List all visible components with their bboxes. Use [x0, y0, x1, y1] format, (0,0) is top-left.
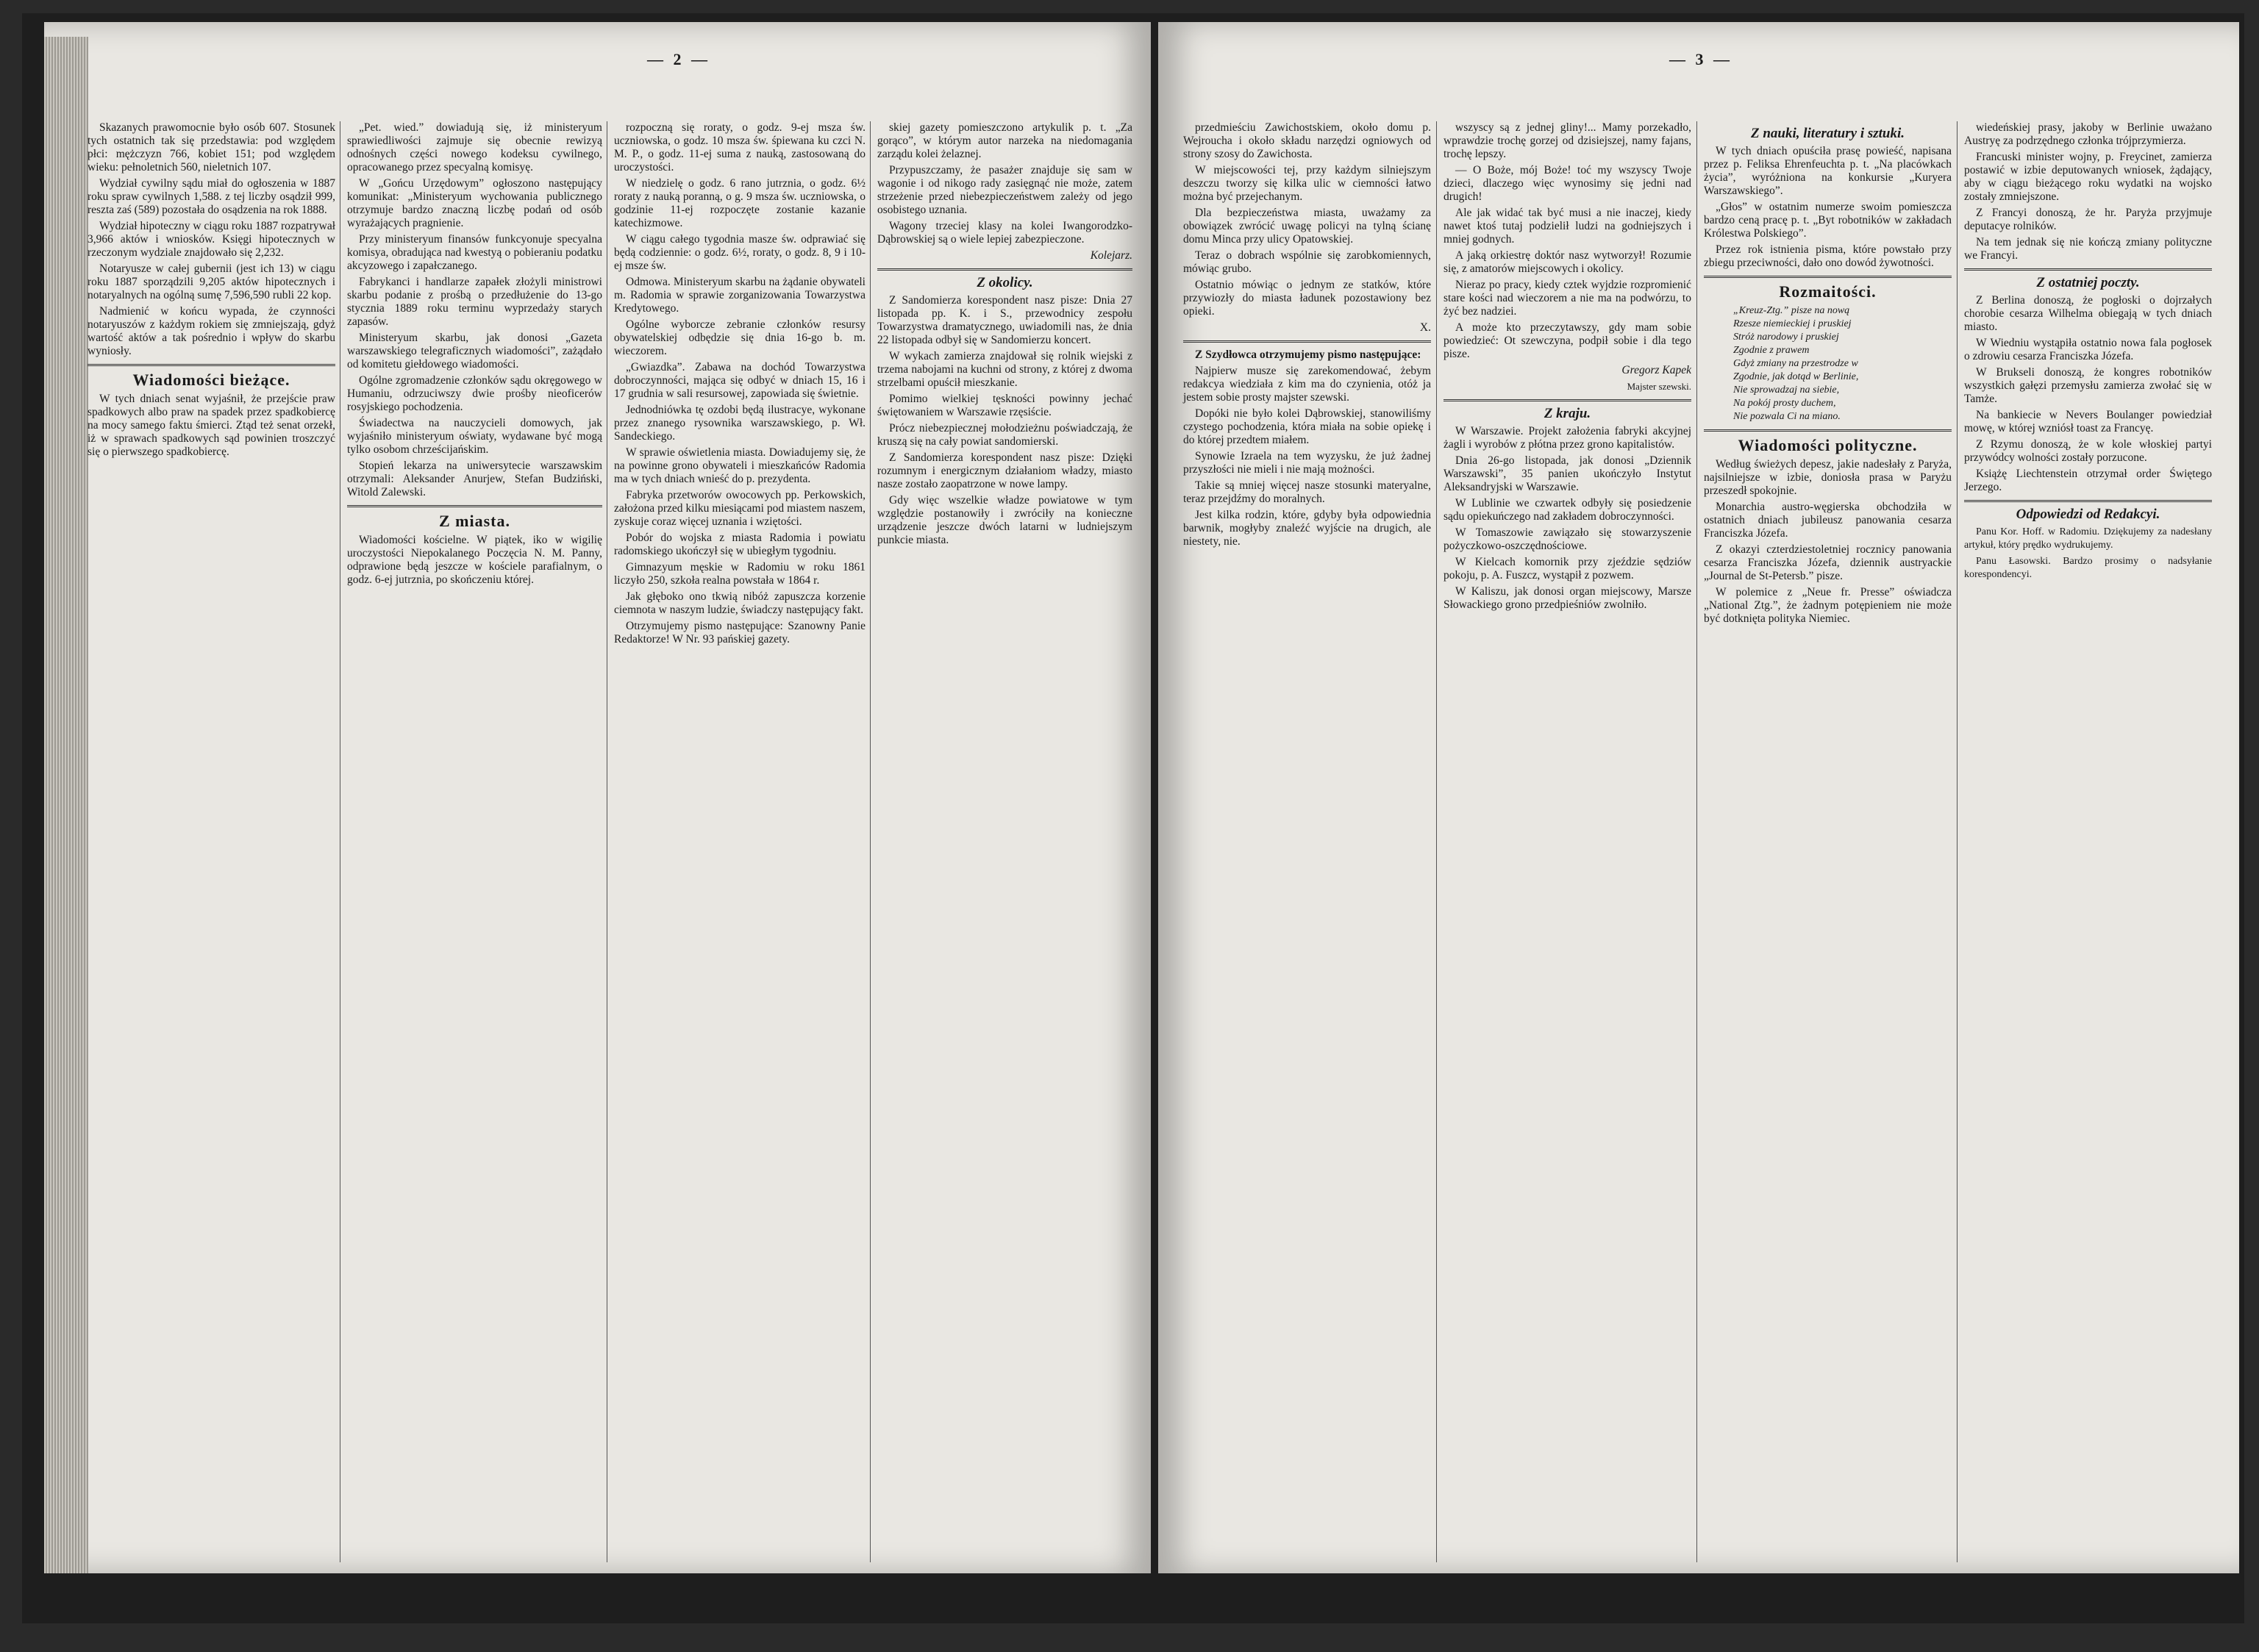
paragraph: skiej gazety pomieszczono artykulik p. t. „Za gorąco”, w którym autor narzeka na niedomagania zarządu kolei żelaznej.: [877, 121, 1132, 160]
verse-line: Nie sprowadzaj na siebie,: [1733, 385, 1840, 396]
paragraph: Notaryusze w całej gubernii (jest ich 13) w ciągu roku 1887 sporządzili 9,205 aktów hipotecznych i notaryalnych na ogólną sumę 7,596,590 rubli 22 kop.: [88, 262, 335, 301]
paragraph: Z Sandomierza korespondent nasz pisze: Dzięki rozumnym i energicznym działaniom władzy, miasto nasze zostało zaopatrzone w nowe lampy.: [877, 451, 1132, 490]
column-rule: [1696, 121, 1697, 1562]
verse-line: Gdyż zmiany na przestrodze w: [1733, 358, 1858, 369]
section-heading: Z miasta.: [439, 512, 510, 530]
paragraph: Przy ministeryum finansów funkcyonuje specyalna komisya, obradująca nad kwestyą o pobieraniu podatku akcyzowego i zapałczanego.: [347, 233, 602, 272]
paragraph: przedmieściu Zawichostskiem, około domu p. Wejroucha i około składu narzędzi ogniowych od strony szosy do Zawichosta.: [1183, 121, 1431, 160]
paragraph: Fabrykanci i handlarze zapałek złożyli ministrowi skarbu podanie z prośbą o przedłużenie do 13-go stycznia 1889 roku terminu wyprzedaży starych zapasów.: [347, 276, 602, 328]
paragraph: Przypuszczamy, że pasażer znajduje się sam w wagonie i od nikogo rady zasięgnąć nie może, zatem strzeżenie przed niebezpieczeństwem zależy od jego osobistego uznania.: [877, 164, 1132, 216]
column-rule: [1957, 121, 1958, 1562]
paragraph: Najpierw musze się zarekomendować, żebym redakcya wiedziała z kim ma do czynienia, otóż ja jestem sobie prosty majster szewski.: [1183, 365, 1431, 404]
section-divider: [1704, 429, 1952, 432]
paragraph: W Wiedniu wystąpiła ostatnio nowa fala pogłosek o zdrowiu cesarza Franciszka Józefa.: [1964, 337, 2212, 362]
verse-line: Zgodnie z prawem: [1733, 345, 1810, 356]
column-rule: [1436, 121, 1437, 1562]
paragraph: Na tem jednak się nie kończą zmiany polityczne we Francyi.: [1964, 236, 2212, 262]
paragraph: Skazanych prawomocnie było osób 607. Stosunek tych ostatnich tak się przedstawia: pod względem płci: mężczyzn 766, kobiet 151; pod względem wieku: pełnoletnich 560, nieletnich 107.: [88, 121, 335, 174]
paragraph: Ogólne zgromadzenie członków sądu okręgowego w Humaniu, odrzuciwszy dwie prośby nieoficerów rosyjskiego pochodzenia.: [347, 374, 602, 413]
paragraph: Z Francyi donoszą, że hr. Paryża przyjmuje deputacye rolników.: [1964, 207, 2212, 232]
paragraph: Ogólne wyborcze zebranie członków resursy obywatelskiej odbędzie się dnia 16-go b. m. wieczorem.: [614, 318, 866, 357]
paragraph: Monarchia austro-węgierska obchodziła w ostatnich dniach jubileusz panowania cesarza Franciszka Józefa.: [1704, 501, 1952, 540]
paragraph: W tych dniach senat wyjaśnił, że przejście praw spadkowych albo praw na spadek przez spadkobiercę na mocy samego faktu śmierci. Ztąd też senat orzekł, iż w sprawach spadkowych sąd powinien troszczyć się o pierwszego spadkobiercę.: [88, 393, 335, 458]
paragraph: Świadectwa na nauczycieli domowych, jak wyjaśniło ministeryum oświaty, wydawane być mogą tylko osobom chrześcijańskim.: [347, 417, 602, 456]
paragraph: Na bankiecie w Nevers Boulanger powiedział mowę, w której wzniósł toast za Francyę.: [1964, 409, 2212, 435]
paragraph: wszyscy są z jednej gliny!... Mamy porzekadło, wprawdzie trochę gorzej od dzisiejszej, namy fajans, trochę lepszy.: [1443, 121, 1691, 160]
right-column-1: [1180, 121, 1434, 1562]
verse-line: Na pokój prosty duchem,: [1733, 398, 1836, 409]
paragraph: A może kto przeczytawszy, gdy mam sobie powiedzieć: Ot szewczyna, podpił sobie i dla tego pisze.: [1443, 321, 1691, 360]
verse-line: Stróż narodowy i pruskiej: [1733, 332, 1839, 343]
signature: X.: [1419, 321, 1431, 334]
paragraph: wiedeńskiej prasy, jakoby w Berlinie uważano Austryę za podrzędnego członka trójprzymierza.: [1964, 121, 2212, 147]
section-heading: Odpowiedzi od Redakcyi.: [2016, 507, 2160, 522]
paragraph: Pomimo wielkiej tęskności powinny jechać świętowaniem w Warszawie rzęsiście.: [877, 393, 1132, 418]
left-column-2: [344, 121, 605, 1562]
page-number-left: — 2 —: [647, 50, 710, 68]
section-divider: [1183, 340, 1431, 343]
paragraph: W „Gońcu Urzędowym” ogłoszono następujący komunikat: „Ministeryum wychowania publicznego otrzymuje bardzo znaczną liczbę podań od osób wyrażających pragnienie.: [347, 177, 602, 229]
section-heading: Rozmaitości.: [1779, 282, 1877, 301]
paragraph: W tych dniach opuściła prasę powieść, napisana przez p. Feliksa Ehrenfeuchta p. t. „Na placówkach życia”, wyróżniona na konkursie „Kuryera Warszawskiego”.: [1704, 145, 1952, 197]
paragraph: „Głos” w ostatnim numerze swoim pomieszcza bardzo ceną pracę p. t. „Byt robotników w zakładach Królestwa Polskiego”.: [1704, 201, 1952, 240]
paragraph: W Lublinie we czwartek odbyły się posiedzenie sądu opiekuńczego nad zakładem dobroczynności.: [1443, 497, 1691, 523]
column-rule: [870, 121, 871, 1562]
section-divider: [347, 505, 602, 507]
paragraph: Otrzymujemy pismo następujące: Szanowny Panie Redaktorze! W Nr. 93 pańskiej gazety.: [614, 620, 866, 646]
left-column-3: [611, 121, 868, 1562]
paragraph: Dla bezpieczeństwa miasta, uważamy za obowiązek zwrócić uwagę policyi na tylną ścianę domu Minca przy ulicy Opatowskiej.: [1183, 207, 1431, 246]
paragraph: Gimnazyum męskie w Radomiu w roku 1861 liczyło 250, szkoła realna powstała w 1864 r.: [614, 561, 866, 587]
section-divider: [877, 268, 1132, 271]
paragraph: Z Sandomierza korespondent nasz pisze: Dnia 27 listopada pp. K. i S., przewodnicy zespołu Towarzystwa dramatycznego, uwiadomili nas, że dnia 22 listopada odbył się w Sandomierzu koncert.: [877, 294, 1132, 346]
paragraph: Jak głęboko ono tkwią nibóż zapuszcza korzenie ciemnota w naszym ludzie, świadczy następujący fakt.: [614, 590, 866, 616]
paragraph: W Kielcach komornik przy zjeździe sędziów pokoju, p. A. Fuszcz, wystąpił z pozwem.: [1443, 556, 1691, 582]
paragraph: „Pet. wied.” dowiadują się, iż ministeryum sprawiedliwości zajmuje się obecnie rewizyą odnośnych części nowego kodeksu cywilnego, opracowanego przez specyalną komisyę.: [347, 121, 602, 174]
paragraph: W niedzielę o godz. 6 rano jutrznia, o godz. 6½ roraty z nauką poranną, o g. 9 msza św. uczniowska, o godzinie 11-ej rozpoczęte zostanie kazanie katechizmowe.: [614, 177, 866, 229]
paragraph: Pobór do wojska z miasta Radomia i powiatu radomskiego ukończył się w ubiegłym tygodniu.: [614, 532, 866, 557]
paragraph: W Tomaszowie zawiązało się stowarzyszenie pożyczkowo-oszczędnościowe.: [1443, 526, 1691, 552]
paragraph: Wiadomości kościelne. W piątek, iko w wigilię uroczystości Niepokalanego Poczęcia N. M. Panny, odprawione będą jeszcze w kościele parafialnym, o godz. 6-ej jutrznia, po skończeniu której.: [347, 534, 602, 586]
verse-line: Nie pozwala Ci na miano.: [1733, 411, 1841, 422]
paragraph: Synowie Izraela na tem wyzysku, że już żadnej przyszłości nie mieli i nie mają możności.: [1183, 450, 1431, 476]
page-edge: [44, 37, 88, 1573]
paragraph: „Gwiazdka”. Zabawa na dochód Towarzystwa dobroczynności, mająca się odbyć w dniach 15, 16 i 17 grudnia w sali resursowej, zapowiada się świetnie.: [614, 361, 866, 400]
paragraph: Jednodniówka tę ozdobi będą ilustracye, wykonane przez znanego rysownika warszawskiego, p. Wł. Sandeckiego.: [614, 404, 866, 443]
paragraph: Książę Liechtenstein otrzymał order Świętego Jerzego.: [1964, 468, 2212, 493]
section-heading: Wiadomości polityczne.: [1738, 436, 1918, 454]
left-page: [44, 22, 1151, 1573]
section-divider: [1964, 268, 2212, 271]
paragraph: Z Berlina donoszą, że pogłoski o dojrzałych chorobie cesarza Wilhelma obiegają w tych dniach miasto.: [1964, 294, 2212, 333]
right-column-4: [1961, 121, 2215, 1562]
paragraph: Z okazyi czterdziestoletniej rocznicy panowania cesarza Franciszka Józefa, dziennik austryackie „Journal de St-Petersb.” pisze.: [1704, 543, 1952, 582]
paragraph: Panu Kor. Hoff. w Radomiu. Dziękujemy za nadesłany artykuł, który prędko wydrukujemy.: [1964, 526, 2212, 551]
section-heading: Wiadomości bieżące.: [132, 371, 290, 389]
left-column-1: [85, 121, 338, 1562]
paragraph: Wydział cywilny sądu miał do ogłoszenia w 1887 roku spraw cywilnych 1,588. z tej liczby osądził 999, reszta zaś (589) pozostała do osądzenia na rok 1888.: [88, 177, 335, 216]
right-column-2: [1441, 121, 1694, 1562]
paragraph: Odmowa. Ministeryum skarbu na żądanie obywateli m. Radomia w sprawie zorganizowania Towarzystwa Kredytowego.: [614, 276, 866, 315]
paragraph: W miejscowości tej, przy każdym silniejszym deszczu tworzy się kilka ulic w ciemności łatwo można być przejechanym.: [1183, 164, 1431, 203]
paragraph: Wagony trzeciej klasy na kolei Iwangorodzko-Dąbrowskiej są o wiele lepiej zabezpieczone.: [877, 220, 1132, 246]
page-number-right: — 3 —: [1669, 50, 1732, 68]
paragraph: rozpoczną się roraty, o godz. 9-ej msza św. uczniowska, o godz. 10 msza św. śpiewana ku czci N. M. P., o godz. 11-ej suma z nauką, zastosowaną do uroczystości.: [614, 121, 866, 174]
paragraph: A jaką orkiestrę doktór nasz wytworzył! Rozumie się, z amatorów miejscowych i okolicy.: [1443, 249, 1691, 275]
section-heading: Z nauki, literatury i sztuki.: [1750, 126, 1905, 141]
paragraph: Dopóki nie było kolei Dąbrowskiej, stanowiliśmy czystego pochodzenia, która miała na sobie opiekę i do której przedtem miałem.: [1183, 407, 1431, 446]
paragraph: Z Szydłowca otrzymujemy pismo następujące:: [1195, 348, 1421, 361]
paragraph: W polemice z „Neue fr. Presse” oświadcza „National Ztg.”, że żadnym potępieniem nie może być dotknięta polityka Niemiec.: [1704, 586, 1952, 625]
signature: Gregorz Kapek: [1621, 364, 1691, 376]
section-heading: Z kraju.: [1544, 406, 1591, 421]
paragraph: Przez rok istnienia pisma, które powstało przy zbiegu przeciwności, dało ono dowód żywotności.: [1704, 243, 1952, 269]
paragraph: W Kaliszu, jak donosi organ miejscowy, Marsze Słowackiego grono przedpieśniów zwolniło.: [1443, 585, 1691, 611]
verse-line: Rzesze niemieckiej i pruskiej: [1733, 318, 1852, 329]
paragraph: Dnia 26-go listopada, jak donosi „Dziennik Warszawski”, 35 panien ukończyło Instytut Aleksandryjski w Warszawie.: [1443, 454, 1691, 493]
paragraph: Nieraz po pracy, kiedy cztek wyjdzie rozpromienić stare kości nad wieczorem a nie ma na podwórzu, to żyć bez nadziei.: [1443, 279, 1691, 318]
paragraph: Jest kilka rodzin, które, gdyby była odpowiednia barwnik, mogłyby znaleźć wyjście na drugich, ale niestety, nie.: [1183, 509, 1431, 548]
paragraph: Francuski minister wojny, p. Freycinet, zamierza postawić w izbie deputowanych wniosek, żądający, aby w ciągu bieżącego roku wydatki na wojsko zostały zmniejszone.: [1964, 151, 2212, 203]
right-page: [1158, 22, 2239, 1573]
paragraph: — O Boże, mój Boże! toć my wszyscy Twoje dzieci, dlaczego więc wynosimy się jedni nad drugich!: [1443, 164, 1691, 203]
paragraph: Panu Łasowski. Bardzo prosimy o nadsyłanie korespondencyi.: [1964, 556, 2212, 580]
verse-block: [1704, 304, 1952, 423]
section-divider: [1704, 276, 1952, 278]
paragraph: Stopień lekarza na uniwersytecie warszawskim otrzymali: Aleksander Anurjew, Stefan Budziński, Witold Zalewski.: [347, 460, 602, 498]
section-heading: Z ostatniej poczty.: [2036, 275, 2140, 290]
paragraph: Fabryka przetworów owocowych pp. Perkowskich, założona przed kilku miesiącami pod miastem naszem, zyskuje coraz więcej uznania i wziętości.: [614, 489, 866, 528]
section-divider: [1964, 500, 2212, 502]
paragraph: Gdy więc wszelkie władze powiatowe w tym względzie postanowiły i zwróciły na konieczne urządzenie jeszcze dwóch latarni w ludniejszym punkcie miasta.: [877, 494, 1132, 546]
paragraph: Ale jak widać tak być musi a nie inaczej, kiedy nawet ktoś tutaj podzielił ludzi na godniejszych i mniej godnych.: [1443, 207, 1691, 246]
paragraph: W ciągu całego tygodnia masze św. odprawiać się będą codziennie: o godz. 6½, roraty, o godz. 8, 9 i 10-ej msze św.: [614, 233, 866, 272]
paragraph: Prócz niebezpiecznej mołodzieżnu poświadczają, że kruszą się na cały powiat sandomierski.: [877, 422, 1132, 448]
signature-note: Majster szewski.: [1627, 381, 1691, 392]
paragraph: W wykach zamierza znajdował się rolnik wiejski z trzema nabojami na kuchni od strony, z której z dwoma strzelbami opuścił mieszkanie.: [877, 350, 1132, 389]
paragraph: Według świeżych depesz, jakie nadesłały z Paryża, najsilniejsze w izbie, doniosła prasa w Paryżu przeszedł spokojnie.: [1704, 458, 1952, 497]
paragraph: W Warszawie. Projekt założenia fabryki akcyjnej żagli i wyrobów z płótna przez grono kapitalistów.: [1443, 425, 1691, 451]
paragraph: W sprawie oświetlenia miasta. Dowiadujemy się, że na powinne grono obywateli i mieszkańców Radomia ma w tych dniach wnieść do p. prezydenta.: [614, 446, 866, 485]
right-column-3: [1701, 121, 1955, 1562]
paragraph: Wydział hipoteczny w ciągu roku 1887 rozpatrywał 3,966 aktów i wniosków. Księgi hipotecznych w rzeczonym wydziale znajdowało się 2,232.: [88, 220, 336, 259]
paragraph: Teraz o dobrach wspólnie się zarobkomiennych, mówiąc grubo.: [1183, 249, 1431, 275]
paragraph: W Brukseli donoszą, że kongres robotników wszystkich gałęzi przemysłu zamierza zwołać się w Tamże.: [1964, 366, 2212, 405]
verse-line: „Kreuz-Ztg.” pisze na nową: [1733, 305, 1850, 316]
paragraph: Takie są mniej więcej nasze stosunki materyalne, teraz przejdźmy do moralnych.: [1183, 479, 1431, 505]
paragraph: Ministeryum skarbu, jak donosi „Gazeta warszawskiego telegraficznych wiadomości”, zażądało od komitetu giełdowego wiadomości.: [347, 332, 602, 371]
section-heading: Z okolicy.: [977, 275, 1033, 290]
section-divider: [88, 364, 335, 366]
paragraph: Z Rzymu donoszą, że w kole włoskiej partyi przywódcy wolności zostały porzucone.: [1964, 438, 2212, 464]
paragraph: Ostatnio mówiąc o jednym ze statków, które przywiozły do miasta ładunek pozostawiony bez opieki.: [1183, 279, 1431, 318]
signature: Kolejarz.: [1090, 249, 1132, 262]
verse-line: Zgodnie, jak dotąd w Berlinie,: [1733, 371, 1859, 382]
left-column-4: [874, 121, 1135, 1562]
section-divider: [1443, 399, 1691, 401]
paragraph: Nadmienić w końcu wypada, że czynności notaryuszów z każdym rokiem się zmniejszają, gdyż wartość aktów a tak pośrednio i wpływ do skarbu wyniosły.: [88, 305, 335, 357]
